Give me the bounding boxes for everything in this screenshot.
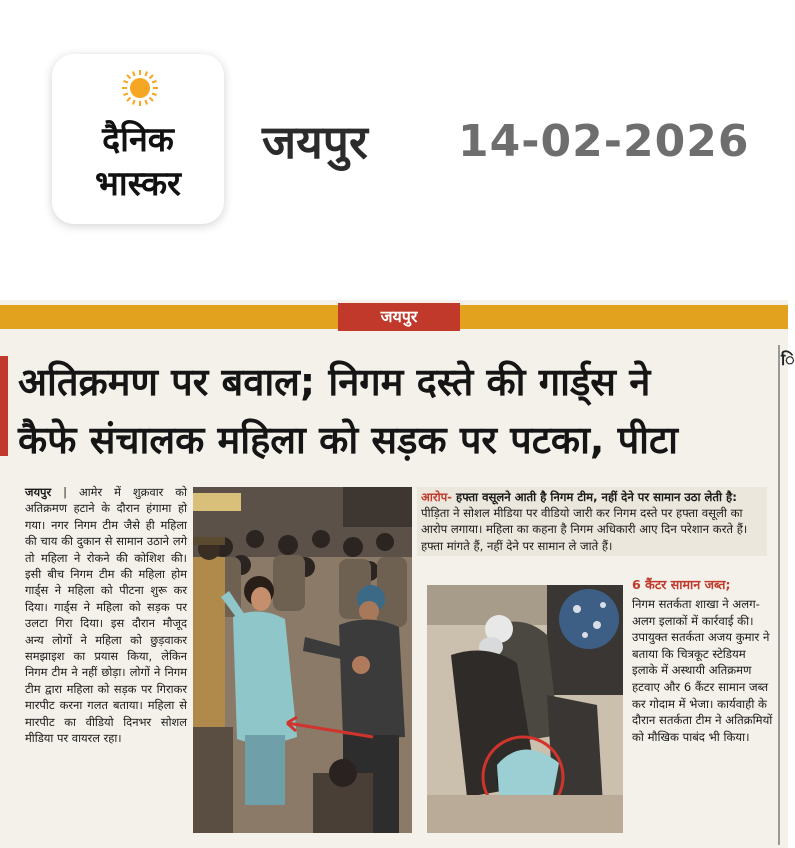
allegation-box [417,487,767,556]
allegation-heading: हफ्ता वसूलने आती है निगम टीम, नहीं देने पर सामान उठा लेती है: [452,490,737,504]
dateline-separator: | [51,485,79,499]
crowd-photo-illustration [193,487,412,833]
edition-city: जयपुर [262,115,368,169]
section-tag: जयपुर [338,303,460,331]
assault-photo-illustration [427,585,623,833]
photo-crowd [193,487,412,833]
side-story-heading: 6 कैंटर सामान जब्त; [632,577,731,592]
edge-glyph: ि [781,350,795,369]
allegation-text: पीड़िता ने सोशल मीडिया पर वीडियो जारी कर निगम दस्ते पर हफ्ता वसूली का आरोप लगाया। महिला का कहना है निगम अधिकारी आए दिन परेशान करते हैं। हफ्ता मांगते हैं, नहीं देने पर सामान ले जाते हैं। [421,506,748,553]
dainik-bhaskar-logo [52,54,224,224]
story-body [25,484,187,747]
edition-date: 14-02-2026 [458,116,750,167]
headline-line1: अतिक्रमण पर बवाल; निगम दस्ते की गार्ड्स ने [18,360,651,404]
headline-line2: कैफे संचालक महिला को सड़क पर पटका, पीटा [18,418,679,462]
side-story-body: निगम सतर्कता शाखा ने अलग-अलग इलाकों में कार्रवाई की। उपायुक्त सतर्कता अजय कुमार ने बताया कि चित्रकूट स्टेडियम इलाके में अस्थायी अतिक्रमण हटवाए और 6 कैंटर सामान जब्त कर गोदाम में भेजा। कार्यवाही के दौरान सतर्कता टीम ने अतिक्रमियों को मौखिक पाबंद भी किया। [632,597,773,744]
logo-text-line2: भास्कर [95,164,181,204]
allegation-tag: आरोप- [421,490,452,504]
headline-accent-bar [0,356,8,456]
logo-text-line1: दैनिक [102,120,174,160]
sun-icon [120,68,160,108]
column-rule [778,345,780,845]
photo-assault [427,585,623,833]
story-text: आमेर में शुक्रवार को अतिक्रमण हटाने के दौरान हंगामा हो गया। नगर निगम टीम जैसे ही महिला की चाय की दुकान से सामान उठाने लगे तो महिला ने रोकने की कोशिश की। इसी बीच निगम टीम की महिला होम गार्ड्स ने महिला को पीटना शुरू कर दिया। गार्ड्स ने महिला को सड़क पर उलटा गिरा दिया। इस दौरान मौजूद अन्य लोगों ने महिला को छुड़वाकर समझाइश का प्रयास किया, लेकिन निगम टीम ने नहीं छोड़ा। लोगों ने निगम टीम द्वारा महिला को सड़क पर गिराकर मारपीट करना गलत बताया। महिला से मारपीट का वीडियो दिनभर सोशल मीडिया पर वायरल रहा। [25,485,187,746]
story-dateline: जयपुर [25,485,52,499]
